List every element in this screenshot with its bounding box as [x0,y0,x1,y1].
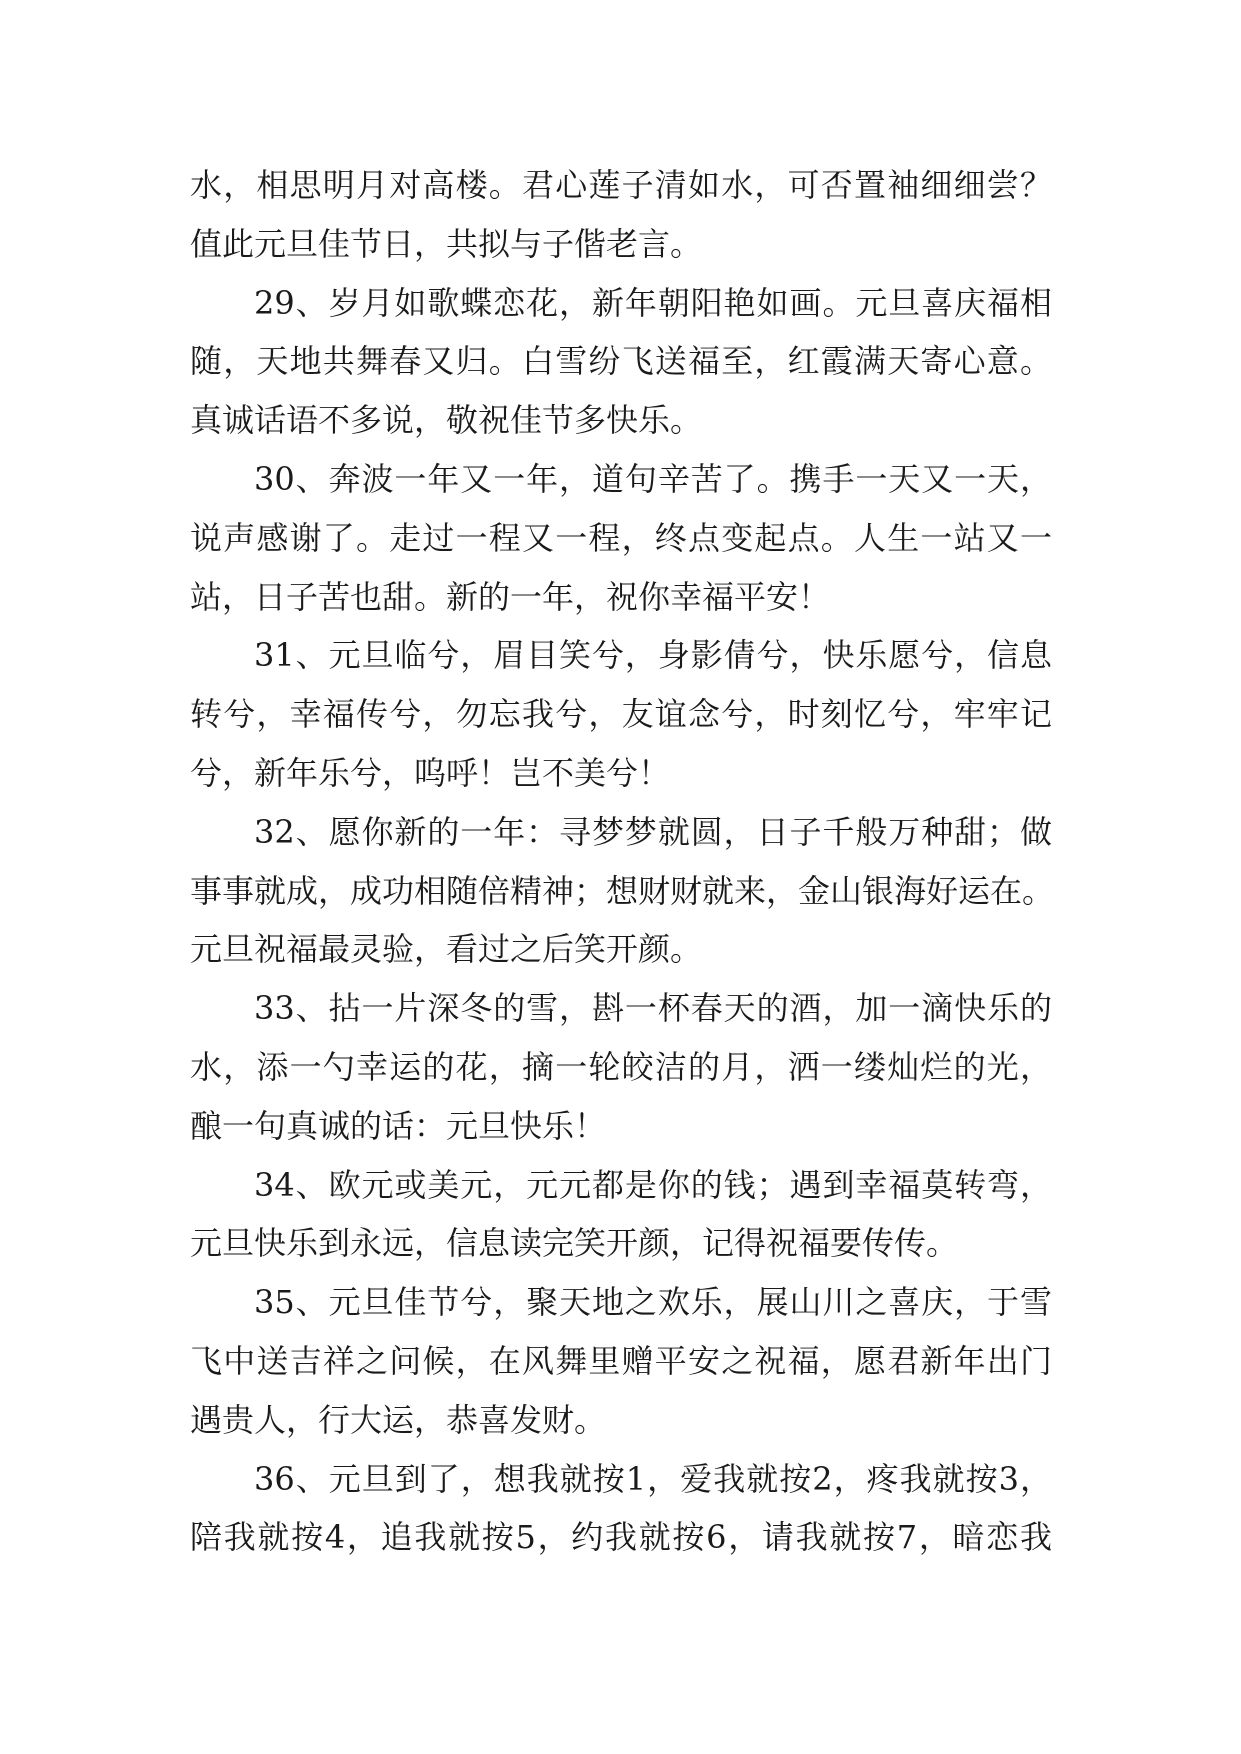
text-line: 说声感谢了。走过一程又一程，终点变起点。人生一站又一 [190,518,1052,557]
paragraph-30-line: 30、奔波一年又一年，道句辛苦了。携手一天又一天， [254,459,1052,498]
text-line: 站，日子苦也甜。新的一年，祝你幸福平安！ [190,577,831,616]
text-line: 飞中送吉祥之问候，在风舞里赠平安之祝福，愿君新年出门 [190,1341,1052,1380]
text-line: 水，添一勺幸运的花，摘一轮皎洁的月，洒一缕灿烂的光， [190,1047,1052,1086]
paragraph-33-line: 33、拈一片深冬的雪，斟一杯春天的酒，加一滴快乐的 [254,989,1052,1028]
text-line: 元旦快乐到永远，信息读完笑开颜，记得祝福要传传。 [190,1224,959,1263]
text-line: 随，天地共舞春又归。白雪纷飞送福至，红霞满天寄心意。 [190,342,1052,381]
paragraph-35-line: 35、元旦佳节兮，聚天地之欢乐，展山川之喜庆，于雪 [254,1283,1052,1322]
paragraph-29-line: 29、岁月如歌蝶恋花，新年朝阳艳如画。元旦喜庆福相 [254,283,1052,322]
text-line: 陪我就按4，追我就按5，约我就按6，请我就按7，暗恋我 [190,1518,1052,1557]
text-line: 真诚话语不多说，敬祝佳节多快乐。 [190,401,703,440]
text-line: 元旦祝福最灵验，看过之后笑开颜。 [190,930,703,969]
paragraph-31-line: 31、元旦临兮，眉目笑兮，身影倩兮，快乐愿兮，信息 [254,636,1052,675]
text-line: 事事就成，成功相随倍精神；想财财就来，金山银海好运在。 [190,871,1055,910]
text-line: 兮，新年乐兮，呜呼！岂不美兮！ [190,753,671,792]
text-line: 遇贵人，行大运，恭喜发财。 [190,1400,607,1439]
text-line: 转兮，幸福传兮，勿忘我兮，友谊念兮，时刻忆兮，牢牢记 [190,695,1052,734]
document-body [190,156,1055,1567]
paragraph-32-line: 32、愿你新的一年：寻梦梦就圆，日子千般万种甜；做 [254,812,1052,851]
paragraph-36-line: 36、元旦到了，想我就按1，爱我就按2，疼我就按3， [254,1459,1052,1498]
text-line: 水，相思明月对高楼。君心莲子清如水，可否置袖细细尝？ [190,166,1052,204]
paragraph-34-line: 34、欧元或美元，元元都是你的钱；遇到幸福莫转弯， [254,1165,1052,1204]
text-line: 值此元旦佳节日，共拟与子偕老言。 [190,224,703,263]
text-line: 酿一句真诚的话：元旦快乐！ [190,1106,607,1145]
